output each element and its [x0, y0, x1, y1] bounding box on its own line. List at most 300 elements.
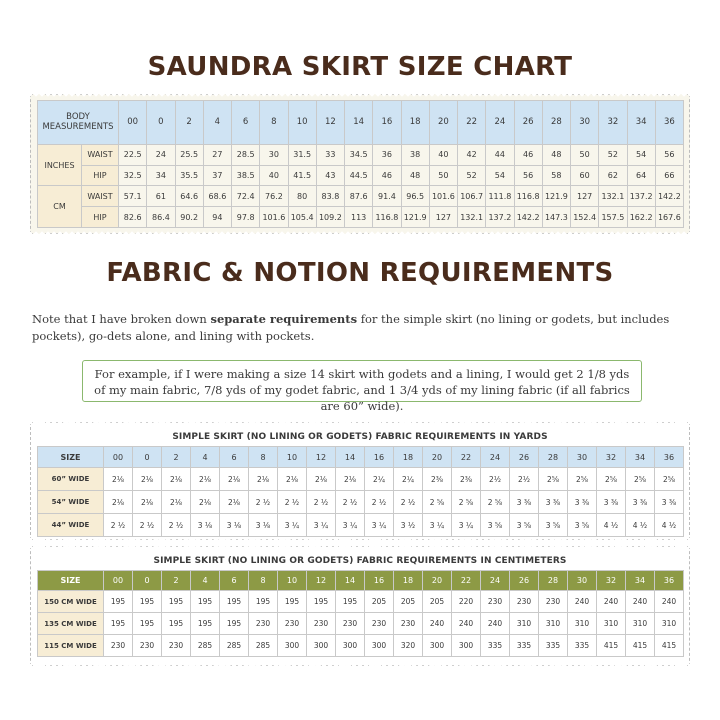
table-cell: 300 — [452, 635, 481, 657]
table-cell: 83.8 — [316, 186, 344, 207]
table-cell: 40 — [260, 165, 288, 186]
table-cell: 195 — [191, 591, 220, 613]
table-cell: 48 — [401, 165, 429, 186]
table-cell: 43 — [316, 165, 344, 186]
size-header-cell: 36 — [655, 447, 684, 468]
table-cell: 64.6 — [175, 186, 203, 207]
table-cell: 3 ¼ — [452, 514, 481, 537]
table-cell: 195 — [220, 613, 249, 635]
table-cell: 310 — [568, 613, 597, 635]
size-header-cell: 0 — [133, 571, 162, 591]
table-cell: 137.2 — [627, 186, 655, 207]
table-cell: 3 ⅜ — [655, 491, 684, 514]
size-header-cell: 32 — [599, 101, 627, 145]
table-cell: 40 — [429, 144, 457, 165]
table-cell: 2 ½ — [394, 491, 423, 514]
table-cell: 2⅛ — [278, 468, 307, 491]
size-header-row — [38, 571, 684, 591]
table-cell: 3 ⅛ — [220, 514, 249, 537]
table-cell: 230 — [539, 591, 568, 613]
table-cell: 2½ — [510, 468, 539, 491]
table-cell: 310 — [539, 613, 568, 635]
size-header-cell: 14 — [345, 101, 373, 145]
fabric-width-label: 115 CM WIDE — [38, 635, 104, 657]
table-cell: 320 — [394, 635, 423, 657]
table-cell: 335 — [568, 635, 597, 657]
table-cell: 195 — [133, 591, 162, 613]
table-cell: 38.5 — [232, 165, 260, 186]
table-cell: 162.2 — [627, 207, 655, 228]
table-cell: 42 — [458, 144, 486, 165]
fabric-width-label: 150 CM WIDE — [38, 591, 104, 613]
table-cell: 335 — [510, 635, 539, 657]
table-cell: 205 — [365, 591, 394, 613]
size-header-cell: 34 — [626, 447, 655, 468]
size-header-cell: 26 — [510, 571, 539, 591]
table-cell: 300 — [423, 635, 452, 657]
size-chart-title: SAUNDRA SKIRT SIZE CHART — [147, 52, 573, 82]
fabric-width-label: 60” WIDE — [38, 468, 104, 491]
table-cell: 2⅛ — [191, 491, 220, 514]
unit-label: CM — [38, 186, 82, 228]
table-cell: 240 — [452, 613, 481, 635]
table-row — [38, 613, 684, 635]
table-cell: 94 — [203, 207, 231, 228]
table-cell: 41.5 — [288, 165, 316, 186]
table-cell: 2 ½ — [365, 491, 394, 514]
size-header-cell: 00 — [104, 571, 133, 591]
table-cell: 300 — [307, 635, 336, 657]
table-cell: 36 — [373, 144, 401, 165]
table-cell: 121.9 — [542, 186, 570, 207]
table-cell: 44.5 — [345, 165, 373, 186]
table-cell: 2 ⅝ — [423, 491, 452, 514]
table-cell: 22.5 — [119, 144, 147, 165]
size-header-cell: 18 — [394, 447, 423, 468]
table-cell: 415 — [597, 635, 626, 657]
table-cell: 61 — [147, 186, 175, 207]
table-cell: 220 — [452, 591, 481, 613]
measurement-label: WAIST — [82, 186, 119, 207]
table-cell: 230 — [481, 591, 510, 613]
table-cell: 2⅛ — [191, 468, 220, 491]
table-row — [38, 165, 684, 186]
table-cell: 300 — [278, 635, 307, 657]
table-cell: 2⅛ — [133, 491, 162, 514]
table-cell: 3 ⅝ — [481, 514, 510, 537]
table-cell: 82.6 — [119, 207, 147, 228]
table-cell: 3 ⅝ — [568, 514, 597, 537]
table-cell: 58 — [542, 165, 570, 186]
table-cell: 230 — [249, 613, 278, 635]
size-header-cell: 32 — [597, 447, 626, 468]
table-cell: 127 — [571, 186, 599, 207]
table-cell: 3 ⅜ — [539, 491, 568, 514]
table-cell: 285 — [249, 635, 278, 657]
table-cell: 2⅝ — [655, 468, 684, 491]
size-header-cell: 28 — [539, 447, 568, 468]
table-cell: 195 — [104, 613, 133, 635]
table-cell: 2⅛ — [162, 468, 191, 491]
table-cell: 52 — [458, 165, 486, 186]
table-cell: 116.8 — [373, 207, 401, 228]
table-cell: 230 — [365, 613, 394, 635]
size-header-cell: 12 — [316, 101, 344, 145]
size-header-cell: 0 — [133, 447, 162, 468]
table-cell: 2 ⅝ — [452, 491, 481, 514]
table-cell: 46 — [514, 144, 542, 165]
size-header-cell: 8 — [249, 571, 278, 591]
table-cell: 4 ½ — [597, 514, 626, 537]
table-row — [38, 635, 684, 657]
table-cell: 34 — [147, 165, 175, 186]
cm-table-frame — [30, 546, 690, 666]
table-cell: 230 — [510, 591, 539, 613]
table-cell: 38 — [401, 144, 429, 165]
size-header-cell: 16 — [365, 571, 394, 591]
size-header-cell: 4 — [191, 571, 220, 591]
table-cell: 3 ⅜ — [510, 491, 539, 514]
table-row — [38, 468, 684, 491]
table-cell: 2⅝ — [568, 468, 597, 491]
table-cell: 3 ½ — [394, 514, 423, 537]
size-header-cell: 30 — [568, 571, 597, 591]
table-cell: 132.1 — [458, 207, 486, 228]
table-cell: 57.1 — [119, 186, 147, 207]
table-cell: 310 — [510, 613, 539, 635]
table-cell: 37 — [203, 165, 231, 186]
size-header-cell: 36 — [655, 571, 684, 591]
table-cell: 2⅛ — [220, 468, 249, 491]
table-cell: 230 — [394, 613, 423, 635]
size-header-cell: 24 — [481, 571, 510, 591]
size-header-cell: 10 — [278, 447, 307, 468]
yards-table-title: SIMPLE SKIRT (NO LINING OR GODETS) FABRIC REQUIREMENTS IN YARDS — [172, 432, 548, 442]
table-cell: 91.4 — [373, 186, 401, 207]
table-cell: 3 ⅛ — [249, 514, 278, 537]
table-cell: 230 — [307, 613, 336, 635]
table-cell: 106.7 — [458, 186, 486, 207]
table-cell: 2⅛ — [104, 491, 133, 514]
table-cell: 240 — [597, 591, 626, 613]
table-cell: 285 — [220, 635, 249, 657]
size-header-cell: 2 — [175, 101, 203, 145]
table-cell: 87.6 — [345, 186, 373, 207]
table-cell: 2⅛ — [336, 468, 365, 491]
table-cell: 147.3 — [542, 207, 570, 228]
size-header-cell: 6 — [232, 101, 260, 145]
table-cell: 66 — [655, 165, 683, 186]
example-callout: For example, if I were making a size 14 skirt with godets and a lining, I would get 2 1/8 yds of my main fabric, 7/8 yds of my godet fabric, and 1 3/4 yds of my lining fabric (if all fabrics are 60” wide). — [82, 360, 642, 402]
table-cell: 50 — [571, 144, 599, 165]
size-header-cell: 12 — [307, 447, 336, 468]
table-cell: 415 — [626, 635, 655, 657]
table-cell: 62 — [599, 165, 627, 186]
size-header-cell: 0 — [147, 101, 175, 145]
table-cell: 72.4 — [232, 186, 260, 207]
table-cell: 50 — [429, 165, 457, 186]
table-cell: 240 — [655, 591, 684, 613]
cm-table-title: SIMPLE SKIRT (NO LINING OR GODETS) FABRIC REQUIREMENTS IN CENTIMETERS — [153, 556, 567, 566]
table-cell: 2 ½ — [133, 514, 162, 537]
table-cell: 97.8 — [232, 207, 260, 228]
yards-table-frame — [30, 422, 690, 540]
table-cell: 2 ½ — [307, 491, 336, 514]
table-cell: 86.4 — [147, 207, 175, 228]
pinked-edge — [30, 536, 690, 540]
table-cell: 205 — [423, 591, 452, 613]
table-cell: 195 — [220, 591, 249, 613]
table-row — [38, 144, 684, 165]
table-cell: 300 — [365, 635, 394, 657]
size-header-cell: 22 — [458, 101, 486, 145]
body-measurements-header — [38, 101, 119, 145]
size-header-row — [38, 101, 684, 145]
table-cell: 310 — [626, 613, 655, 635]
measurement-label: HIP — [82, 165, 119, 186]
table-cell: 240 — [423, 613, 452, 635]
table-cell: 310 — [597, 613, 626, 635]
table-cell: 54 — [486, 165, 514, 186]
table-cell: 2⅜ — [423, 468, 452, 491]
table-cell: 3 ⅜ — [568, 491, 597, 514]
table-cell: 195 — [278, 591, 307, 613]
size-header-cell: 4 — [203, 101, 231, 145]
requirements-title: FABRIC & NOTION REQUIREMENTS — [106, 258, 614, 288]
table-cell: 76.2 — [260, 186, 288, 207]
table-cell: 195 — [191, 613, 220, 635]
table-cell: 121.9 — [401, 207, 429, 228]
measurement-label: HIP — [82, 207, 119, 228]
table-cell: 48 — [542, 144, 570, 165]
table-cell: 335 — [481, 635, 510, 657]
table-cell: 2 ½ — [162, 514, 191, 537]
fabric-width-label: 54” WIDE — [38, 491, 104, 514]
table-cell: 32.5 — [119, 165, 147, 186]
size-header-cell: 10 — [288, 101, 316, 145]
table-cell: 300 — [336, 635, 365, 657]
table-cell: 2⅛ — [249, 468, 278, 491]
table-cell: 2 ½ — [249, 491, 278, 514]
table-cell: 68.6 — [203, 186, 231, 207]
table-cell: 240 — [568, 591, 597, 613]
table-cell: 310 — [655, 613, 684, 635]
size-header-cell: 20 — [423, 571, 452, 591]
size-header-cell: 22 — [452, 447, 481, 468]
size-header-cell: 18 — [394, 571, 423, 591]
table-cell: 3 ⅜ — [626, 491, 655, 514]
table-cell: 2⅛ — [104, 468, 133, 491]
size-header-cell: 16 — [365, 447, 394, 468]
note-text-bold: separate requirements — [210, 312, 358, 326]
table-cell: 167.6 — [655, 207, 683, 228]
table-cell: 46 — [373, 165, 401, 186]
header-label-line: BODY — [66, 112, 90, 123]
pinked-edge — [30, 422, 690, 426]
note-text-after: for the simple skirt (no lining or godets, but includes pockets), go-dets alone, and lining with pockets. — [32, 312, 670, 343]
size-header-cell: 14 — [336, 447, 365, 468]
table-cell: 35.5 — [175, 165, 203, 186]
table-cell: 56 — [655, 144, 683, 165]
table-cell: 2⅜ — [452, 468, 481, 491]
size-header-cell: 30 — [571, 101, 599, 145]
unit-label: INCHES — [38, 144, 82, 186]
table-row — [38, 491, 684, 514]
table-cell: 195 — [162, 613, 191, 635]
table-cell: 113 — [345, 207, 373, 228]
measurement-label: WAIST — [82, 144, 119, 165]
table-cell: 101.6 — [429, 186, 457, 207]
size-header-cell: 36 — [655, 101, 683, 145]
table-cell: 152.4 — [571, 207, 599, 228]
table-cell: 3 ¼ — [307, 514, 336, 537]
size-header-cell: 34 — [627, 101, 655, 145]
table-cell: 24 — [147, 144, 175, 165]
size-header-cell: 24 — [481, 447, 510, 468]
table-cell: 195 — [104, 591, 133, 613]
table-cell: 116.8 — [514, 186, 542, 207]
size-header-cell: 26 — [514, 101, 542, 145]
table-cell: 137.2 — [486, 207, 514, 228]
table-cell: 52 — [599, 144, 627, 165]
table-cell: 60 — [571, 165, 599, 186]
table-cell: 335 — [539, 635, 568, 657]
size-header-cell: 26 — [510, 447, 539, 468]
table-cell: 230 — [133, 635, 162, 657]
table-cell: 2⅝ — [597, 468, 626, 491]
table-cell: 101.6 — [260, 207, 288, 228]
table-cell: 2 ½ — [336, 491, 365, 514]
table-cell: 4 ½ — [626, 514, 655, 537]
size-header-cell: 6 — [220, 571, 249, 591]
table-cell: 415 — [655, 635, 684, 657]
pinked-edge — [30, 230, 690, 234]
table-cell: 2¼ — [394, 468, 423, 491]
table-row — [38, 591, 684, 613]
cm-table — [37, 570, 684, 657]
size-chart-table — [37, 100, 684, 228]
table-cell: 33 — [316, 144, 344, 165]
table-cell: 2⅝ — [626, 468, 655, 491]
size-header-cell: 6 — [220, 447, 249, 468]
table-cell: 157.5 — [599, 207, 627, 228]
table-cell: 30 — [260, 144, 288, 165]
table-cell: 2⅛ — [133, 468, 162, 491]
table-cell: 90.2 — [175, 207, 203, 228]
table-cell: 230 — [336, 613, 365, 635]
table-cell: 27 — [203, 144, 231, 165]
size-header-cell: 32 — [597, 571, 626, 591]
table-cell: 195 — [336, 591, 365, 613]
table-cell: 2 ½ — [278, 491, 307, 514]
size-header-cell: 22 — [452, 571, 481, 591]
table-cell: 28.5 — [232, 144, 260, 165]
table-row — [38, 514, 684, 537]
table-cell: 195 — [133, 613, 162, 635]
size-header-cell: 30 — [568, 447, 597, 468]
table-row — [38, 207, 684, 228]
table-cell: 4 ½ — [655, 514, 684, 537]
table-cell: 127 — [429, 207, 457, 228]
table-cell: 2⅛ — [307, 468, 336, 491]
table-cell: 3 ⅝ — [510, 514, 539, 537]
table-cell: 285 — [191, 635, 220, 657]
size-label: SIZE — [38, 571, 104, 591]
table-cell: 2⅛ — [162, 491, 191, 514]
table-cell: 205 — [394, 591, 423, 613]
size-header-cell: 4 — [191, 447, 220, 468]
pinked-edge — [30, 94, 690, 98]
table-cell: 240 — [626, 591, 655, 613]
size-header-cell: 28 — [542, 101, 570, 145]
table-cell: 2 ½ — [104, 514, 133, 537]
header-label-line: MEASUREMENTS — [42, 122, 114, 133]
table-cell: 142.2 — [514, 207, 542, 228]
table-cell: 111.8 — [486, 186, 514, 207]
size-header-cell: 20 — [429, 101, 457, 145]
size-header-cell: 8 — [249, 447, 278, 468]
size-header-cell: 28 — [539, 571, 568, 591]
table-cell: 34.5 — [345, 144, 373, 165]
table-cell: 56 — [514, 165, 542, 186]
fabric-width-label: 44” WIDE — [38, 514, 104, 537]
table-cell: 44 — [486, 144, 514, 165]
table-cell: 195 — [162, 591, 191, 613]
table-cell: 31.5 — [288, 144, 316, 165]
size-header-cell: 34 — [626, 571, 655, 591]
size-header-cell: 18 — [401, 101, 429, 145]
table-cell: 109.2 — [316, 207, 344, 228]
size-chart-frame — [30, 94, 690, 234]
table-cell: 3 ⅛ — [191, 514, 220, 537]
size-header-cell: 8 — [260, 101, 288, 145]
size-header-cell: 2 — [162, 447, 191, 468]
fabric-width-label: 135 CM WIDE — [38, 613, 104, 635]
size-header-cell: 10 — [278, 571, 307, 591]
table-cell: 195 — [249, 591, 278, 613]
size-header-cell: 24 — [486, 101, 514, 145]
table-cell: 3 ¼ — [336, 514, 365, 537]
table-cell: 54 — [627, 144, 655, 165]
table-cell: 80 — [288, 186, 316, 207]
size-header-cell: 2 — [162, 571, 191, 591]
size-header-cell: 14 — [336, 571, 365, 591]
table-cell: 105.4 — [288, 207, 316, 228]
table-cell: 25.5 — [175, 144, 203, 165]
pinked-edge — [30, 546, 690, 550]
table-cell: 132.1 — [599, 186, 627, 207]
table-cell: 2⅛ — [220, 491, 249, 514]
table-cell: 3 ¼ — [365, 514, 394, 537]
table-cell: 3 ¼ — [423, 514, 452, 537]
table-cell: 64 — [627, 165, 655, 186]
table-row — [38, 186, 684, 207]
table-cell: 2½ — [481, 468, 510, 491]
size-header-row — [38, 447, 684, 468]
table-cell: 96.5 — [401, 186, 429, 207]
size-header-cell: 00 — [119, 101, 147, 145]
table-cell: 142.2 — [655, 186, 683, 207]
size-label: SIZE — [38, 447, 104, 468]
size-header-cell: 12 — [307, 571, 336, 591]
table-cell: 2⅝ — [539, 468, 568, 491]
note-text-before: Note that I have broken down — [32, 312, 211, 326]
table-cell: 3 ⅝ — [539, 514, 568, 537]
table-cell: 230 — [104, 635, 133, 657]
table-cell: 2¼ — [365, 468, 394, 491]
size-header-cell: 00 — [104, 447, 133, 468]
table-cell: 3 ⅜ — [597, 491, 626, 514]
